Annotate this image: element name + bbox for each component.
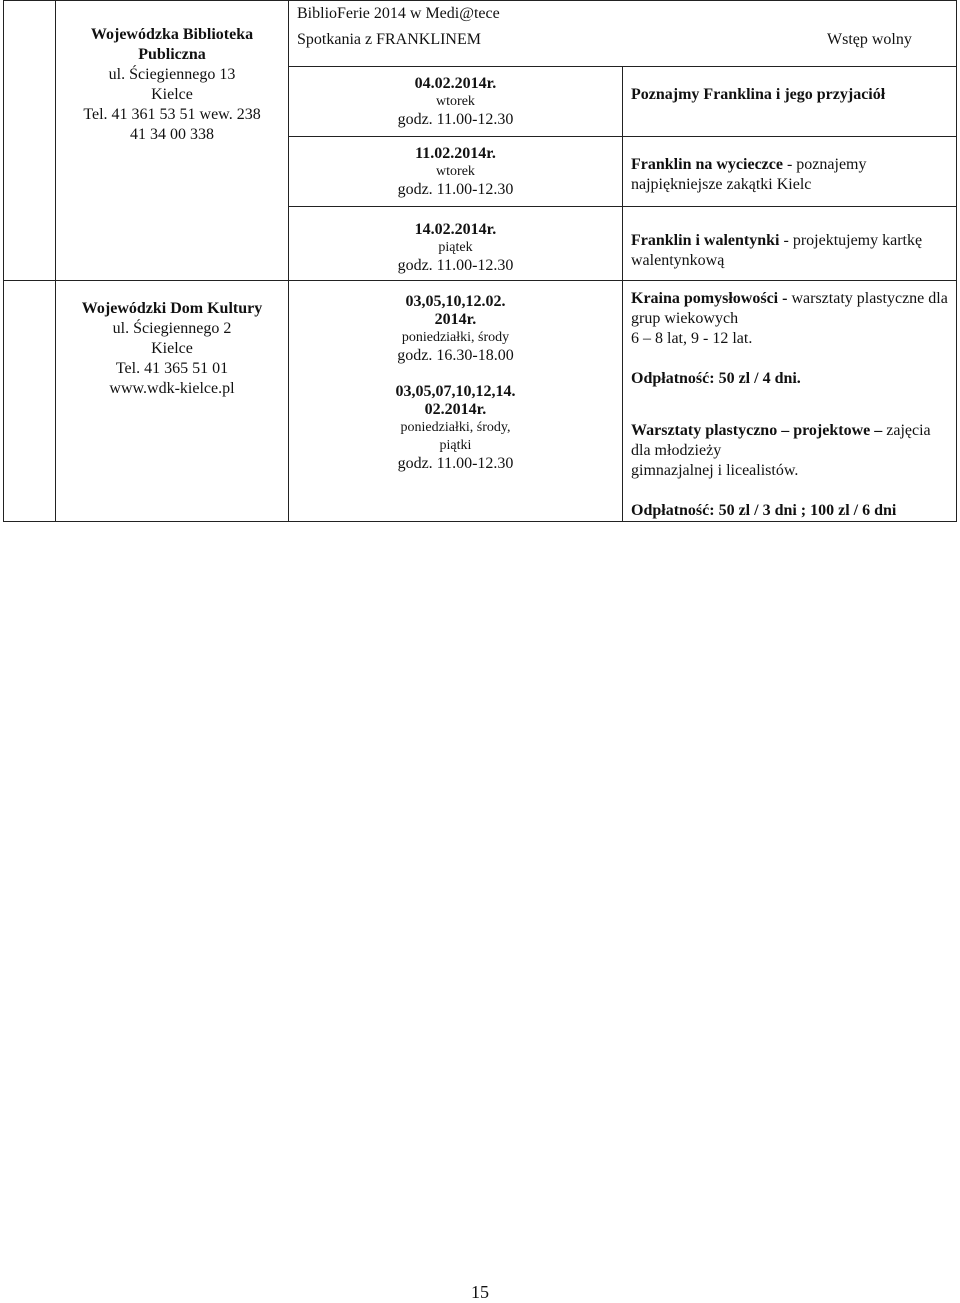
biblio-header-row [4,1,957,67]
wdk-dates1-line1: 03,05,10,12.02. [405,293,506,310]
workshop2-desc2: gimnazjalnej i licealistów. [631,462,799,479]
event-date-cell [289,207,623,281]
workshop1-title: Kraina pomysłowości - [631,290,792,307]
event-desc-cell [623,67,957,137]
workshop1-desc2: 6 – 8 lat, 9 - 12 lat. [631,330,753,347]
event-date: 14.02.2014r. [414,221,497,238]
event-date: 11.02.2014r. [415,145,496,162]
biblio-phone2: 41 34 00 338 [130,126,214,143]
event-desc-cell [623,137,957,207]
wdk-dates2-time: godz. 11.00-12.30 [397,455,514,472]
event-day: wtorek [436,94,475,109]
wdk-dates2-line2: 02.2014r. [424,401,487,418]
biblio-header-subtitle: Spotkania z FRANKLINEM [297,31,481,48]
wdk-address: ul. Ściegiennego 2 [112,320,232,337]
event-time: godz. 11.00-12.30 [397,257,514,274]
event-date-cell [289,67,623,137]
biblio-header-title: BiblioFerie 2014 w Medi@tece [297,5,500,22]
biblio-header-subline [289,27,956,53]
wdk-dates2-line1: 03,05,07,10,12,14. [395,383,516,400]
event-time: godz. 11.00-12.30 [397,181,514,198]
biblio-institution-cell [56,1,289,281]
event-desc-cell [623,207,957,281]
workshop1-heading [631,289,948,329]
wdk-institution-cell [56,281,289,522]
event-date-cell [289,137,623,207]
wdk-dates2-days2: piątki [439,438,472,453]
event-title: Poznajmy Franklina i jego przyjaciół [631,86,886,103]
wdk-dates2-days1: poniedziałki, środy, [400,420,511,435]
event-title: Franklin i walentynki [631,232,780,249]
biblio-name-line1: Wojewódzka Biblioteka [90,26,254,43]
biblio-city: Kielce [151,86,193,103]
biblio-header-admission: Wstęp wolny [827,31,912,48]
event-desc: - poznajemy najpiękniejsze zakątki Kielc [631,156,867,193]
biblio-header-cell [289,1,957,67]
event-day: wtorek [436,164,475,179]
schedule-table [3,0,957,522]
workshop1-fee: Odpłatność: 50 zl / 4 dni. [631,370,801,387]
event-day: piątek [438,240,473,255]
event-date: 04.02.2014r. [414,75,497,92]
wdk-phone: Tel. 41 365 51 01 [115,360,229,377]
biblio-name-line2: Publiczna [138,46,206,63]
wdk-name: Wojewódzki Dom Kultury [81,300,263,317]
wdk-dates1-days: poniedziałki, środy [401,330,510,345]
wdk-web: www.wdk-kielce.pl [109,380,235,397]
biblio-phone1: Tel. 41 361 53 51 wew. 238 [83,106,261,123]
wdk-date-cell [289,281,623,522]
event-time: godz. 11.00-12.30 [397,111,514,128]
event-title: Franklin na wycieczce [631,156,783,173]
wdk-dates1-line2: 2014r. [434,311,477,328]
number-cell [4,1,56,281]
workshop2-fee: Odpłatność: 50 zl / 3 dni ; 100 zl / 6 dni [631,502,897,519]
wdk-dates1-time: godz. 16.30-18.00 [397,347,514,364]
biblio-address: ul. Ściegiennego 13 [108,66,236,83]
number-cell [4,281,56,522]
workshop2-heading [631,421,948,461]
wdk-row [4,281,957,522]
wdk-city: Kielce [151,340,193,357]
workshop1-desc: warsztaty plastyczne dla grup wiekowych [631,290,948,327]
wdk-desc-cell [623,281,957,522]
workshop2-desc: zajęcia dla młodzieży [631,422,931,459]
page-number: 15 [471,1282,489,1302]
event-desc: - projektujemy kartkę walentynkową [631,232,923,269]
workshop2-title: Warsztaty plastyczno – projektowe – [631,422,883,439]
